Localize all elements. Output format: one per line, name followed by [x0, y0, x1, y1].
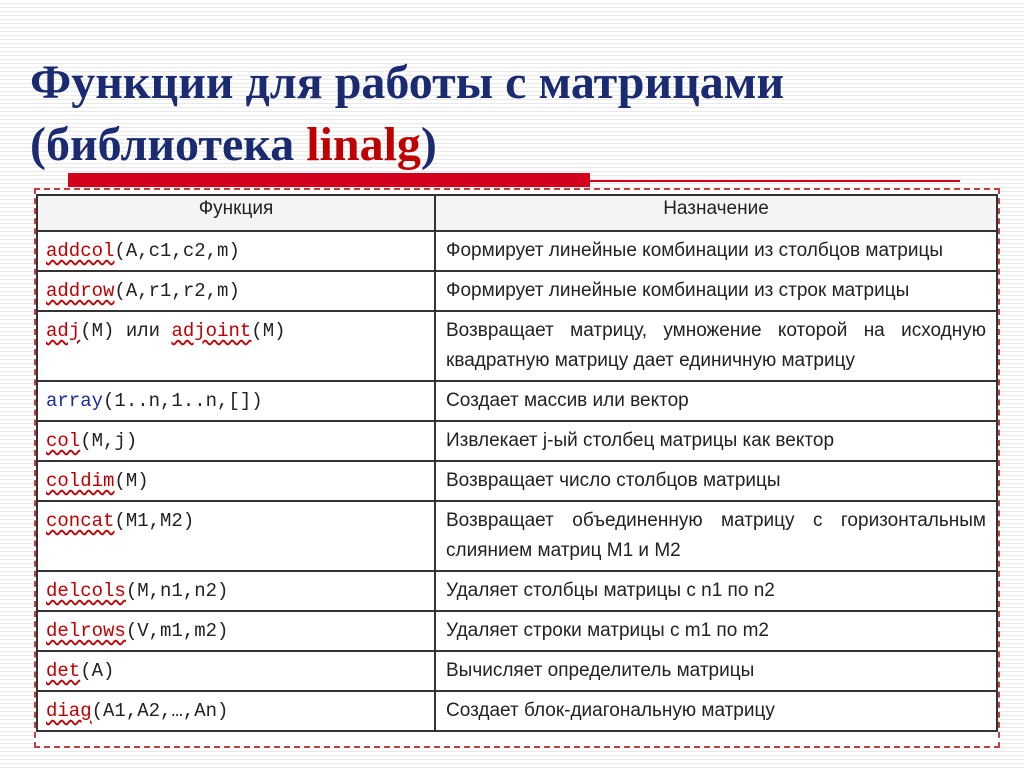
header-purpose: Назначение — [435, 195, 997, 231]
function-name: diag — [46, 700, 92, 722]
table-row — [37, 421, 997, 461]
function-cell — [37, 571, 435, 611]
function-name: det — [46, 660, 81, 682]
function-args: (A) — [80, 660, 115, 682]
description-cell: Возвращает объединенную матрицу с горизонтальным слиянием матриц M1 и M2 — [435, 501, 997, 571]
function-args: (V,m1,m2) — [125, 620, 229, 642]
table-row — [37, 231, 997, 271]
table-row — [37, 651, 997, 691]
function-name: array — [46, 390, 104, 412]
table-header-row — [37, 195, 997, 231]
function-cell — [37, 381, 435, 421]
table-row — [37, 461, 997, 501]
function-cell — [37, 311, 435, 381]
function-name: coldim — [46, 470, 115, 492]
function-name: adj — [46, 320, 81, 342]
function-name: concat — [46, 510, 115, 532]
function-cell — [37, 611, 435, 651]
function-args: (M,n1,n2) — [125, 580, 229, 602]
title-line-2 — [30, 114, 1010, 176]
table-row — [37, 571, 997, 611]
table-row — [37, 271, 997, 311]
slide-title — [30, 52, 1010, 176]
function-args: (M) — [114, 470, 149, 492]
function-args: (M1,M2) — [114, 510, 195, 532]
function-alt-separator: или — [125, 320, 161, 342]
table-row — [37, 691, 997, 731]
table-row — [37, 311, 997, 381]
function-name: delrows — [46, 620, 126, 642]
function-args: (A,c1,c2,m) — [114, 240, 240, 262]
description-cell: Формирует линейные комбинации из столбцов матрицы — [435, 231, 997, 271]
description-cell: Вычисляет определитель матрицы — [435, 651, 997, 691]
function-args: (1..n,1..n,[]) — [103, 390, 263, 412]
function-args: (A,r1,r2,m) — [114, 280, 240, 302]
description-cell: Формирует линейные комбинации из строк матрицы — [435, 271, 997, 311]
function-args: (M,j) — [80, 430, 138, 452]
function-cell — [37, 651, 435, 691]
function-cell — [37, 501, 435, 571]
table-row — [37, 501, 997, 571]
header-function: Функция — [37, 195, 435, 231]
description-cell: Создает блок-диагональную матрицу — [435, 691, 997, 731]
description-cell: Возвращает число столбцов матрицы — [435, 461, 997, 501]
title-prefix: (библиотека — [30, 118, 307, 171]
functions-table — [36, 194, 998, 732]
table-row — [37, 611, 997, 651]
function-cell — [37, 421, 435, 461]
title-line-1: Функции для работы с матрицами — [30, 56, 785, 109]
title-underline-rule — [590, 180, 960, 182]
table-row — [37, 381, 997, 421]
function-cell — [37, 271, 435, 311]
description-cell: Извлекает j-ый столбец матрицы как вектор — [435, 421, 997, 461]
title-underline-bar — [68, 173, 590, 187]
function-name: addcol — [46, 240, 115, 262]
title-suffix: ) — [420, 118, 437, 171]
description-cell: Удаляет строки матрицы с m1 по m2 — [435, 611, 997, 651]
function-cell — [37, 691, 435, 731]
function-alt-args: (M) — [251, 320, 286, 342]
function-alt-name: adjoint — [171, 320, 252, 342]
function-name: addrow — [46, 280, 115, 302]
function-cell — [37, 461, 435, 501]
function-args: (M) — [80, 320, 115, 342]
description-cell: Удаляет столбцы матрицы с n1 по n2 — [435, 571, 997, 611]
description-cell: Создает массив или вектор — [435, 381, 997, 421]
function-name: delcols — [46, 580, 126, 602]
title-library-name: linalg — [306, 118, 421, 171]
function-cell — [37, 231, 435, 271]
function-name: col — [46, 430, 81, 452]
description-cell: Возвращает матрицу, умножение которой на исходную квадратную матрицу дает единичную матрицу — [435, 311, 997, 381]
function-args: (A1,A2,…,An) — [91, 700, 229, 722]
